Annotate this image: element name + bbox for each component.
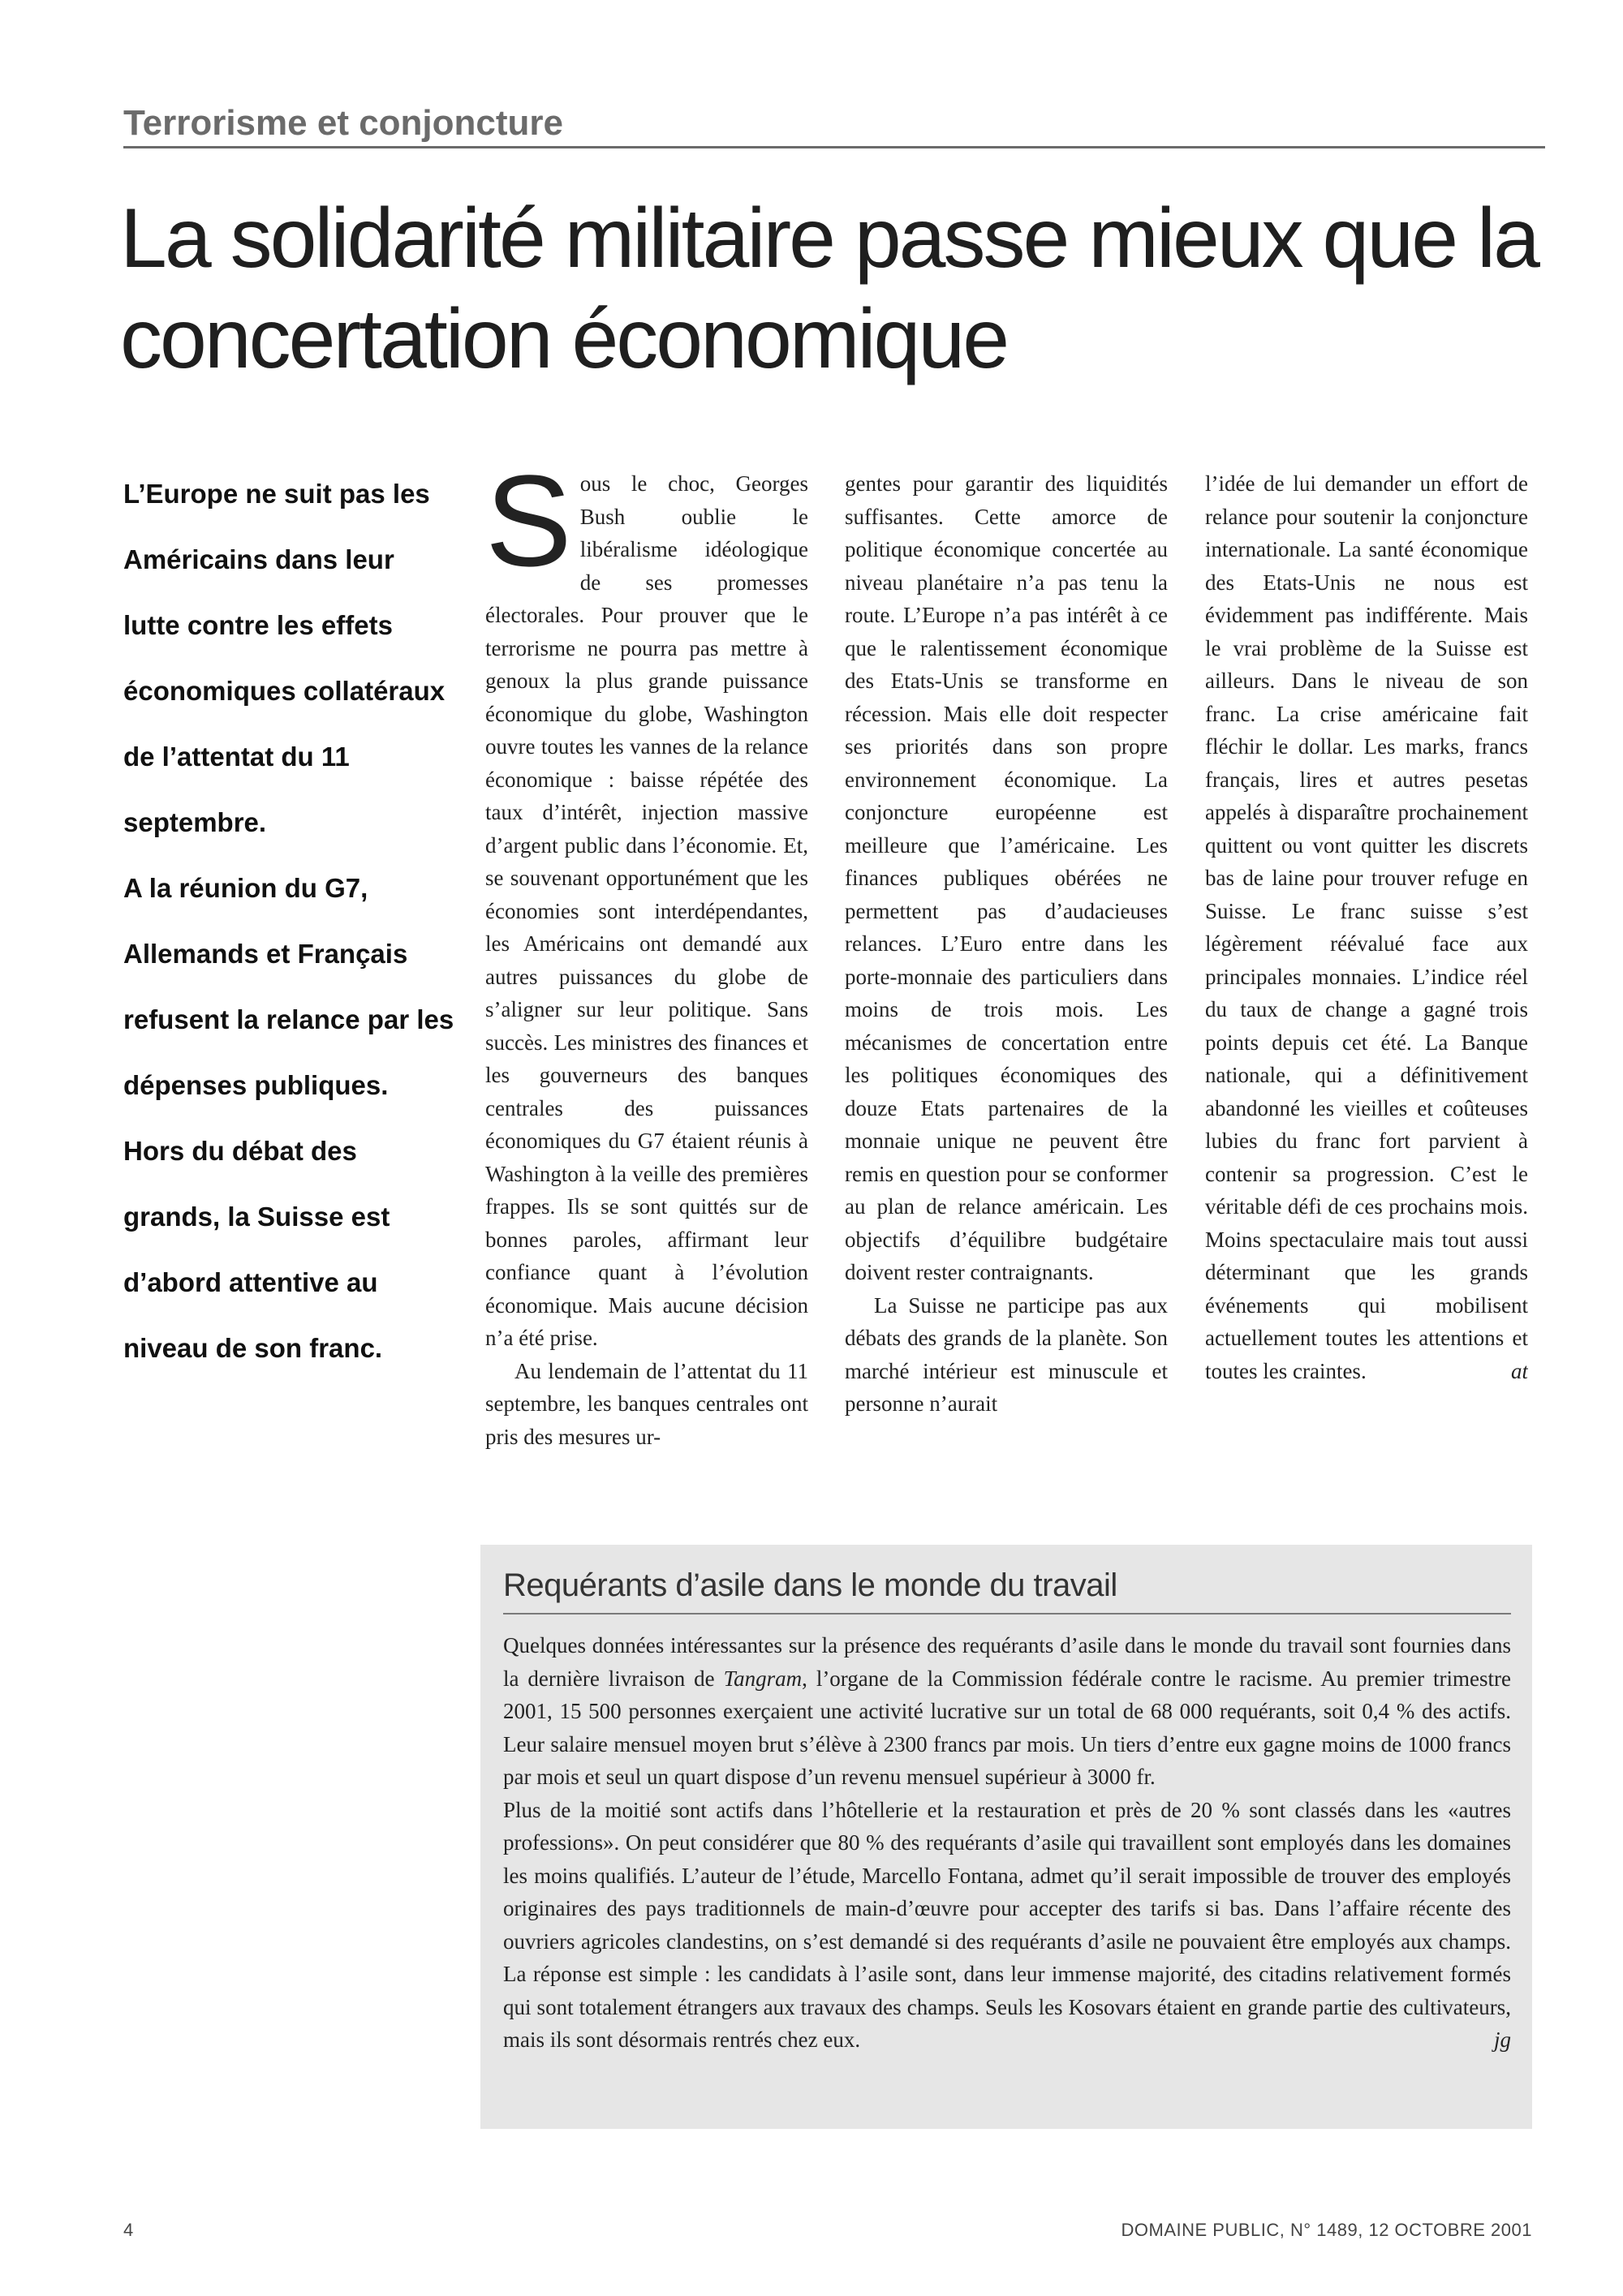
lead-paragraph: A la réunion du G7, Allemands et Français refusent la relance par les dépenses publiques. — [123, 873, 454, 1100]
article-paragraph: Au lendemain de l’attentat du 11 septembre, les banques centrales ont pris des mesures ur- — [485, 1358, 808, 1449]
article-paragraph: gentes pour garantir des liquidités suffisantes. Cette amorce de politique économique concertée au niveau planétaire n’a pas tenu la route. L’Europe n’a pas intérêt à ce que le ralentissement économique des Etats-Unis se transforme en récession. Mais elle doit respecter ses priorités dans son propre environnement économique. La conjoncture européenne est meilleure que l’américaine. Les finances publiques obérées ne permettent pas d’audacieuses relances. L’Euro entre dans les porte-monnaie des particuliers dans moins de trois mois. Les mécanismes de concertation entre les politiques économiques des douze Etats partenaires de la monnaie unique ne peuvent être remis en question pour se conformer au plan de relance américain. Les objectifs d’équilibre budgétaire doivent rester contraignants. — [845, 471, 1168, 1284]
article-text: ous le choc, Georges Bush oublie le libéralisme idéologique de ses promesses électorales. Pour prouver que le terrorisme ne pourra pas mettre à genoux la plus grande puissance économique du globe, Washington ouvre toutes les vannes de la relance économique : baisse répétée des taux d’intérêt, injection massive d’argent public dans l’économie. Et, se souvenant opportunément que les économies sont interdépendantes, les Américains ont demandé aux autres puissances du globe de s’aligner sur leur politique. Sans succès. Les ministres des finances et les gouverneurs des banques centrales des puissances économiques du G7 étaient réunis à Washington à la veille des premières frappes. Ils se sont quittés sur de bonnes paroles, affirmant leur confiance quant à l’évolution économique. Mais aucune décision n’a été prise. — [485, 471, 808, 1350]
lead-summary — [123, 461, 456, 1381]
box-signature: jg — [1493, 2027, 1511, 2052]
drop-cap: S — [485, 467, 572, 593]
author-signature: at — [1510, 1358, 1528, 1383]
article-column-1 — [485, 467, 808, 1481]
article-paragraph — [1205, 467, 1528, 1387]
publication-info: DOMAINE PUBLIC, N° 1489, 12 OCTOBRE 2001 — [1121, 2220, 1532, 2240]
article-paragraph — [485, 467, 808, 1355]
article-column-2 — [845, 467, 1168, 1481]
section-title: Terrorisme et conjoncture — [123, 105, 1545, 148]
article-column-3 — [1205, 467, 1528, 1481]
page-number: 4 — [123, 2220, 134, 2240]
article-text: l’idée de lui demander un effort de relance pour soutenir la conjoncture internationale. La santé économique des Etats-Unis ne nous est évidemment pas indifférente. Mais le vrai problème de la Suisse est ailleurs. Dans le niveau de son franc. La crise américaine fait fléchir le dollar. Les marks, francs français, lires et autres pesetas appelés à disparaître prochainement quittent ou vont quitter les discrets bas de laine pour trouver refuge en Suisse. Le franc suisse s’est légèrement réévalué face aux principales monnaies. L’indice réel du taux de change a gagné trois points depuis cet été. La Banque nationale, qui a définitivement abandonné les vieilles et coûteuses lubies du franc fort parvient à contenir sa progression. C’est le véritable défi de ces prochains mois. Moins spectaculaire mais tout aussi déterminant que les grands événements qui mobilisent actuellement toutes les attentions et toutes les craintes. — [1205, 471, 1528, 1383]
box-text: , l’organe de la Commission fédérale contre le racisme. Au premier trimestre 2001, 15 500 personnes exerçaient une activité lucrative sur un total de 68 000 requérants, soit 0,4 % des actifs. Leur salaire mensuel moyen brut s’élève à 2300 francs par mois. Un tiers d’entre eux gagne moins de 1000 francs par mois et seul un quart dispose d’un revenu mensuel supérieur à 3000 fr. — [503, 1666, 1511, 1789]
box-text: Quelques données intéressantes sur la présence des requérants d’asile dans le monde du travail sont fournies dans la dernière livraison de — [503, 1633, 1511, 1691]
article-paragraph: La Suisse ne participe pas aux débats des grands de la planète. Son marché intérieur est minuscule et personne n’aurait — [845, 1292, 1168, 1416]
box-title: Requérants d’asile dans le monde du travail — [503, 1566, 1511, 1615]
lead-paragraph: Hors du débat des grands, la Suisse est d’abord attentive au niveau de son franc. — [123, 1136, 390, 1363]
sidebar-box — [480, 1545, 1532, 2129]
box-paragraph — [503, 1629, 1511, 1794]
headline: La solidarité militaire passe mieux que la concertation économique — [120, 191, 1538, 386]
lead-paragraph: L’Europe ne suit pas les Américains dans leur lutte contre les effets économiques collatéraux de l’attentat du 11 septembre. — [123, 479, 446, 837]
box-paragraph — [503, 1794, 1511, 2057]
publication-name: Tangram — [723, 1666, 803, 1691]
box-text: Plus de la moitié sont actifs dans l’hôtellerie et la restauration et près de 20 % sont classés dans les «autres professions». On peut considérer que 80 % des requérants d’asile qui travaillent sont employés dans les domaines les moins qualifiés. L’auteur de l’étude, Marcello Fontana, admet qu’il serait impossible de trouver des employés originaires des pays traditionnels de main-d’œuvre pour accepter des tarifs si bas. Dans l’affaire récente des ouvriers agricoles clandestins, on s’est demandé si des requérants d’asile ne pouvaient être employés aux champs. La réponse est simple : les candidats à l’asile sont, dans leur immense majorité, des citadins relativement formés qui sont totalement étrangers aux travaux des champs. Seuls les Kosovars étaient en grande partie des cultivateurs, mais ils sont désormais rentrés chez eux. — [503, 1797, 1511, 2052]
box-body — [503, 1629, 1511, 2057]
